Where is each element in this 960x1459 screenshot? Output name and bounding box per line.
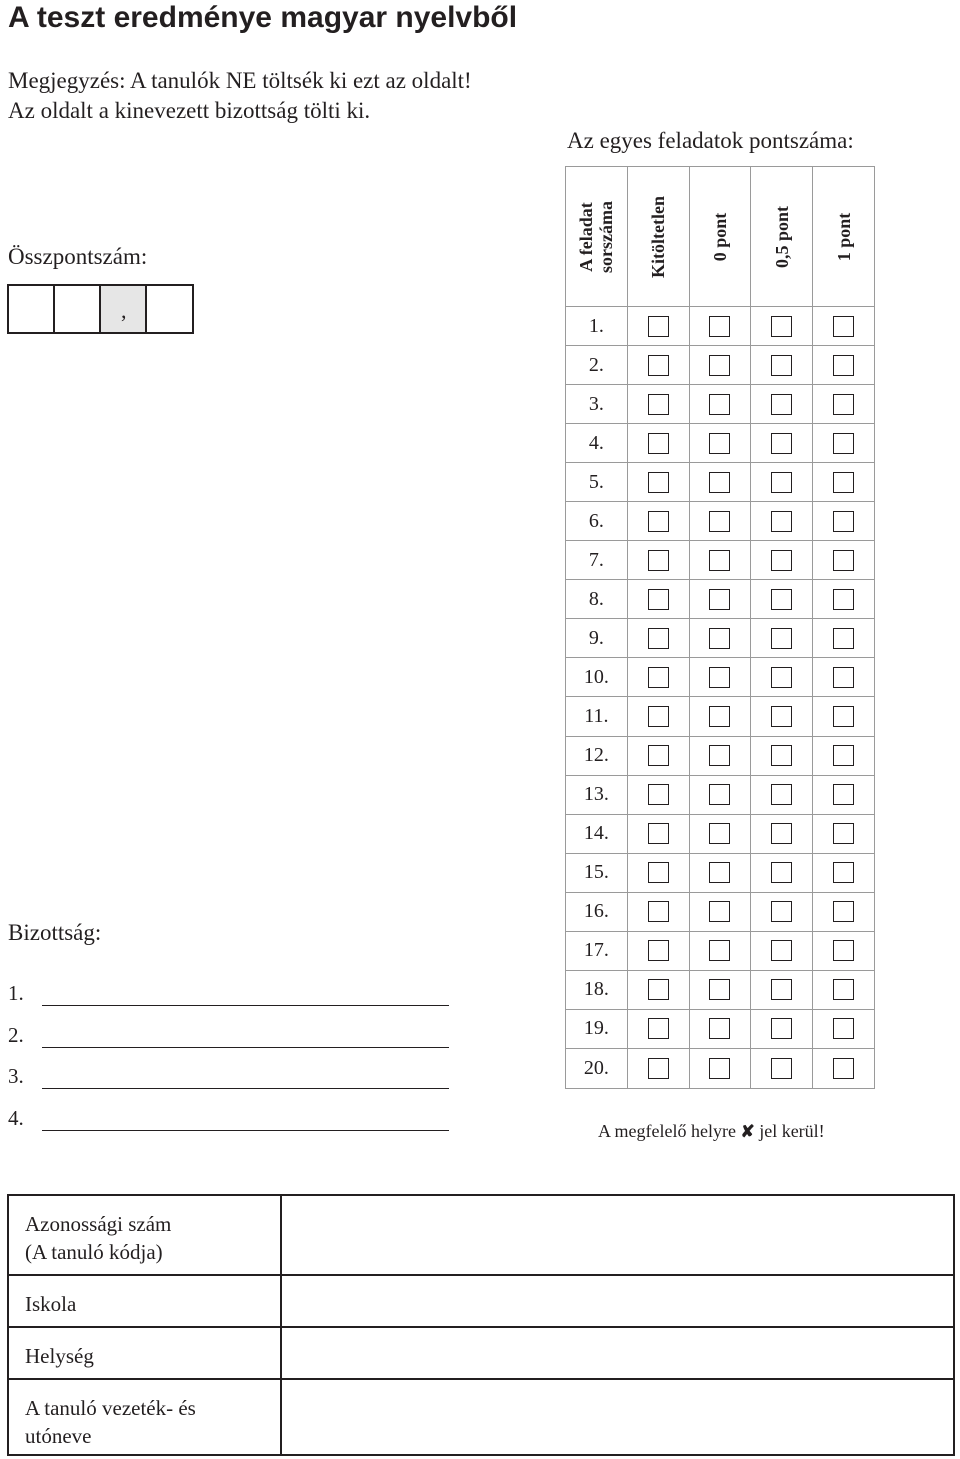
id-value-field[interactable] bbox=[282, 1380, 953, 1454]
checkbox-cell-zero bbox=[690, 1010, 752, 1048]
checkbox-one[interactable] bbox=[833, 1058, 854, 1079]
checkbox-zero[interactable] bbox=[709, 472, 730, 493]
checkbox-half[interactable] bbox=[771, 433, 792, 454]
checkbox-zero[interactable] bbox=[709, 784, 730, 805]
checkbox-cell-half bbox=[751, 815, 813, 853]
footnote-before: A megfelelő helyre bbox=[598, 1121, 736, 1141]
score-row bbox=[566, 893, 874, 932]
task-number-cell bbox=[566, 580, 628, 618]
checkbox-half[interactable] bbox=[771, 940, 792, 961]
checkbox-cell-zero bbox=[690, 971, 752, 1009]
checkbox-cell-zero bbox=[690, 697, 752, 735]
task-number-cell bbox=[566, 463, 628, 501]
checkbox-blank[interactable] bbox=[648, 1058, 669, 1079]
checkbox-cell-blank bbox=[628, 893, 690, 931]
checkbox-zero[interactable] bbox=[709, 940, 730, 961]
checkbox-one[interactable] bbox=[833, 589, 854, 610]
score-row bbox=[566, 658, 874, 697]
checkbox-cell-half bbox=[751, 658, 813, 696]
task-number: 15. bbox=[583, 861, 609, 884]
checkbox-cell-half bbox=[751, 619, 813, 657]
checkbox-blank[interactable] bbox=[648, 823, 669, 844]
checkbox-zero[interactable] bbox=[709, 706, 730, 727]
score-table bbox=[565, 166, 875, 1089]
task-number-cell bbox=[566, 424, 628, 462]
checkbox-zero[interactable] bbox=[709, 667, 730, 688]
checkbox-cell-blank bbox=[628, 971, 690, 1009]
score-rows bbox=[566, 307, 874, 1088]
checkbox-cell-zero bbox=[690, 307, 752, 345]
checkbox-blank[interactable] bbox=[648, 472, 669, 493]
score-row bbox=[566, 424, 874, 463]
task-number: 6. bbox=[588, 509, 604, 532]
checkbox-one[interactable] bbox=[833, 550, 854, 571]
checkbox-half[interactable] bbox=[771, 979, 792, 1000]
task-number: 18. bbox=[583, 978, 609, 1001]
checkbox-cell-zero bbox=[690, 580, 752, 618]
note bbox=[8, 66, 472, 126]
checkbox-cell-one bbox=[813, 893, 874, 931]
identification-table bbox=[7, 1194, 955, 1456]
task-number: 10. bbox=[583, 665, 609, 688]
checkbox-half[interactable] bbox=[771, 316, 792, 337]
header-half: 0,5 pont bbox=[751, 167, 813, 306]
checkbox-blank[interactable] bbox=[648, 667, 669, 688]
score-row bbox=[566, 971, 874, 1010]
checkbox-cell-one bbox=[813, 619, 874, 657]
total-comma-cell bbox=[101, 286, 147, 332]
checkbox-cell-blank bbox=[628, 463, 690, 501]
committee-member-3 bbox=[8, 1063, 449, 1089]
checkbox-zero[interactable] bbox=[709, 394, 730, 415]
member-number: 1. bbox=[8, 981, 24, 1005]
checkbox-zero[interactable] bbox=[709, 823, 730, 844]
checkbox-cell-one bbox=[813, 932, 874, 970]
header-task-line-2: sorszáma bbox=[596, 200, 617, 273]
checkbox-one[interactable] bbox=[833, 511, 854, 532]
signature-line[interactable] bbox=[42, 1110, 449, 1131]
score-row bbox=[566, 619, 874, 658]
checkbox-cell-blank bbox=[628, 697, 690, 735]
checkbox-zero[interactable] bbox=[709, 745, 730, 766]
note-line-1: Megjegyzés: A tanulók NE töltsék ki ezt az oldalt! bbox=[8, 68, 472, 93]
checkbox-cell-one bbox=[813, 697, 874, 735]
checkbox-cell-blank bbox=[628, 932, 690, 970]
task-number-cell bbox=[566, 854, 628, 892]
checkbox-one[interactable] bbox=[833, 355, 854, 376]
checkbox-blank[interactable] bbox=[648, 1018, 669, 1039]
checkbox-zero[interactable] bbox=[709, 1058, 730, 1079]
signature-line[interactable] bbox=[42, 1027, 449, 1048]
footnote bbox=[598, 1120, 825, 1143]
id-label bbox=[9, 1380, 282, 1454]
checkbox-cell-one bbox=[813, 307, 874, 345]
checkbox-cell-blank bbox=[628, 385, 690, 423]
task-number-cell bbox=[566, 932, 628, 970]
total-score-label: Összpontszám: bbox=[8, 244, 148, 269]
total-score-boxes bbox=[7, 284, 194, 334]
checkbox-one[interactable] bbox=[833, 394, 854, 415]
checkbox-cell-half bbox=[751, 1010, 813, 1048]
score-row bbox=[566, 815, 874, 854]
checkbox-cell-zero bbox=[690, 463, 752, 501]
checkbox-half[interactable] bbox=[771, 823, 792, 844]
id-label-line-1: Iskola bbox=[25, 1292, 77, 1316]
checkbox-half[interactable] bbox=[771, 745, 792, 766]
checkbox-half[interactable] bbox=[771, 550, 792, 571]
checkbox-one[interactable] bbox=[833, 940, 854, 961]
task-number-cell bbox=[566, 697, 628, 735]
checkbox-cell-zero bbox=[690, 815, 752, 853]
checkbox-cell-half bbox=[751, 932, 813, 970]
task-number: 5. bbox=[588, 470, 604, 493]
checkbox-cell-blank bbox=[628, 854, 690, 892]
checkbox-half[interactable] bbox=[771, 706, 792, 727]
checkbox-blank[interactable] bbox=[648, 706, 669, 727]
checkbox-one[interactable] bbox=[833, 433, 854, 454]
committee-label: Bizottság: bbox=[8, 920, 102, 945]
task-number-cell bbox=[566, 737, 628, 775]
checkbox-half[interactable] bbox=[771, 511, 792, 532]
task-number-cell bbox=[566, 776, 628, 814]
checkbox-cell-blank bbox=[628, 346, 690, 384]
checkbox-zero[interactable] bbox=[709, 862, 730, 883]
score-row bbox=[566, 502, 874, 541]
checkbox-cell-one bbox=[813, 854, 874, 892]
id-row-name bbox=[9, 1380, 953, 1454]
task-number-cell bbox=[566, 1049, 628, 1088]
checkbox-cell-blank bbox=[628, 619, 690, 657]
score-row bbox=[566, 1049, 874, 1088]
checkbox-one[interactable] bbox=[833, 316, 854, 337]
task-number: 9. bbox=[588, 626, 604, 649]
id-row-school bbox=[9, 1276, 953, 1328]
checkbox-cell-one bbox=[813, 541, 874, 579]
checkbox-cell-zero bbox=[690, 854, 752, 892]
task-number-cell bbox=[566, 658, 628, 696]
committee-member-1 bbox=[8, 980, 449, 1006]
checkbox-cell-blank bbox=[628, 658, 690, 696]
checkbox-cell-zero bbox=[690, 1049, 752, 1088]
id-label bbox=[9, 1328, 282, 1378]
task-number: 19. bbox=[583, 1017, 609, 1040]
checkbox-cell-blank bbox=[628, 737, 690, 775]
task-number: 11. bbox=[584, 704, 609, 727]
checkbox-cell-one bbox=[813, 385, 874, 423]
checkbox-blank[interactable] bbox=[648, 589, 669, 610]
checkbox-blank[interactable] bbox=[648, 784, 669, 805]
checkbox-cell-half bbox=[751, 697, 813, 735]
checkbox-cell-blank bbox=[628, 580, 690, 618]
checkbox-half[interactable] bbox=[771, 862, 792, 883]
checkbox-one[interactable] bbox=[833, 1018, 854, 1039]
task-number-cell bbox=[566, 541, 628, 579]
checkbox-one[interactable] bbox=[833, 862, 854, 883]
checkbox-cell-half bbox=[751, 463, 813, 501]
checkbox-zero[interactable] bbox=[709, 511, 730, 532]
checkbox-cell-half bbox=[751, 1049, 813, 1088]
checkbox-cell-half bbox=[751, 580, 813, 618]
task-number: 12. bbox=[583, 744, 609, 767]
id-label bbox=[9, 1276, 282, 1326]
checkbox-cell-one bbox=[813, 463, 874, 501]
header-task-line-1: A feladat bbox=[576, 201, 597, 272]
checkbox-one[interactable] bbox=[833, 472, 854, 493]
id-label bbox=[9, 1196, 282, 1274]
checkbox-cell-half bbox=[751, 424, 813, 462]
checkbox-half[interactable] bbox=[771, 472, 792, 493]
checkbox-cell-zero bbox=[690, 893, 752, 931]
score-row bbox=[566, 463, 874, 502]
checkbox-one[interactable] bbox=[833, 667, 854, 688]
checkbox-cell-blank bbox=[628, 307, 690, 345]
checkbox-cell-half bbox=[751, 346, 813, 384]
score-row bbox=[566, 385, 874, 424]
task-number-cell bbox=[566, 815, 628, 853]
signature-line[interactable] bbox=[42, 1068, 449, 1089]
checkbox-zero[interactable] bbox=[709, 433, 730, 454]
task-number-cell bbox=[566, 502, 628, 540]
checkbox-cell-zero bbox=[690, 658, 752, 696]
checkbox-half[interactable] bbox=[771, 589, 792, 610]
signature-line[interactable] bbox=[42, 985, 449, 1006]
total-digit-1[interactable] bbox=[9, 286, 55, 332]
task-number: 8. bbox=[588, 587, 604, 610]
task-number: 20. bbox=[583, 1056, 609, 1079]
checkbox-cell-half bbox=[751, 971, 813, 1009]
score-row bbox=[566, 307, 874, 346]
checkbox-one[interactable] bbox=[833, 823, 854, 844]
task-number: 2. bbox=[588, 353, 604, 376]
id-value-field[interactable] bbox=[282, 1276, 953, 1326]
checkbox-cell-zero bbox=[690, 932, 752, 970]
checkbox-half[interactable] bbox=[771, 667, 792, 688]
checkbox-blank[interactable] bbox=[648, 979, 669, 1000]
checkbox-one[interactable] bbox=[833, 901, 854, 922]
checkbox-cell-half bbox=[751, 854, 813, 892]
id-label-line-1: Helység bbox=[25, 1344, 94, 1368]
checkbox-cell-one bbox=[813, 346, 874, 384]
checkbox-cell-zero bbox=[690, 385, 752, 423]
checkbox-cell-zero bbox=[690, 346, 752, 384]
header-zero: 0 pont bbox=[690, 167, 752, 306]
checkbox-cell-blank bbox=[628, 541, 690, 579]
checkbox-cell-one bbox=[813, 737, 874, 775]
checkbox-cell-half bbox=[751, 776, 813, 814]
checkbox-blank[interactable] bbox=[648, 628, 669, 649]
comma: , bbox=[121, 298, 127, 323]
score-row bbox=[566, 1010, 874, 1049]
checkbox-cell-half bbox=[751, 737, 813, 775]
task-number-cell bbox=[566, 307, 628, 345]
member-number: 3. bbox=[8, 1064, 24, 1088]
checkbox-one[interactable] bbox=[833, 628, 854, 649]
score-row bbox=[566, 346, 874, 385]
checkbox-half[interactable] bbox=[771, 784, 792, 805]
checkbox-cell-one bbox=[813, 580, 874, 618]
x-mark-icon: ✘ bbox=[740, 1122, 755, 1141]
checkbox-blank[interactable] bbox=[648, 901, 669, 922]
checkbox-cell-zero bbox=[690, 737, 752, 775]
checkbox-blank[interactable] bbox=[648, 394, 669, 415]
checkbox-cell-zero bbox=[690, 619, 752, 657]
id-label-line-1: Azonossági szám bbox=[25, 1212, 172, 1236]
checkbox-half[interactable] bbox=[771, 628, 792, 649]
checkbox-cell-blank bbox=[628, 815, 690, 853]
task-number-cell bbox=[566, 971, 628, 1009]
header-one: 1 pont bbox=[833, 212, 854, 261]
checkbox-zero[interactable] bbox=[709, 901, 730, 922]
task-number: 7. bbox=[588, 548, 604, 571]
checkbox-cell-half bbox=[751, 541, 813, 579]
footnote-after: jel kerül! bbox=[759, 1121, 825, 1141]
task-number: 13. bbox=[583, 783, 609, 806]
score-row bbox=[566, 854, 874, 893]
score-row bbox=[566, 541, 874, 580]
checkbox-blank[interactable] bbox=[648, 940, 669, 961]
id-label-line-2: utóneve bbox=[25, 1424, 92, 1448]
checkbox-blank[interactable] bbox=[648, 745, 669, 766]
checkbox-blank[interactable] bbox=[648, 316, 669, 337]
checkbox-cell-zero bbox=[690, 424, 752, 462]
note-line-2: Az oldalt a kinevezett bizottság tölti ki. bbox=[8, 98, 371, 123]
checkbox-blank[interactable] bbox=[648, 511, 669, 532]
checkbox-blank[interactable] bbox=[648, 862, 669, 883]
score-table-header bbox=[566, 167, 874, 307]
id-value-field[interactable] bbox=[282, 1328, 953, 1378]
checkbox-half[interactable] bbox=[771, 901, 792, 922]
checkbox-cell-one bbox=[813, 1049, 874, 1088]
checkbox-cell-half bbox=[751, 502, 813, 540]
checkbox-cell-blank bbox=[628, 1049, 690, 1088]
checkbox-cell-blank bbox=[628, 502, 690, 540]
committee-member-2 bbox=[8, 1022, 449, 1048]
checkbox-zero[interactable] bbox=[709, 589, 730, 610]
header-blank: Kitöltetlen bbox=[628, 167, 690, 306]
scores-caption: Az egyes feladatok pontszáma: bbox=[567, 128, 854, 153]
checkbox-cell-one bbox=[813, 815, 874, 853]
checkbox-cell-one bbox=[813, 658, 874, 696]
page-title: A teszt eredménye magyar nyelvből bbox=[8, 1, 518, 34]
checkbox-cell-one bbox=[813, 424, 874, 462]
task-number: 17. bbox=[583, 939, 609, 962]
id-label-line-1: A tanuló vezeték- és bbox=[25, 1396, 196, 1420]
task-number-cell bbox=[566, 385, 628, 423]
score-row bbox=[566, 697, 874, 736]
total-digit-2[interactable] bbox=[55, 286, 101, 332]
checkbox-cell-one bbox=[813, 502, 874, 540]
checkbox-half[interactable] bbox=[771, 1058, 792, 1079]
score-row bbox=[566, 580, 874, 619]
checkbox-half[interactable] bbox=[771, 1018, 792, 1039]
checkbox-cell-one bbox=[813, 776, 874, 814]
task-number: 3. bbox=[588, 392, 604, 415]
id-row-code bbox=[9, 1196, 953, 1276]
checkbox-cell-zero bbox=[690, 541, 752, 579]
checkbox-cell-half bbox=[751, 307, 813, 345]
task-number: 16. bbox=[583, 900, 609, 923]
score-row bbox=[566, 737, 874, 776]
checkbox-zero[interactable] bbox=[709, 979, 730, 1000]
checkbox-cell-zero bbox=[690, 502, 752, 540]
member-number: 4. bbox=[8, 1106, 24, 1130]
task-number: 4. bbox=[588, 431, 604, 454]
task-number-cell bbox=[566, 1010, 628, 1048]
checkbox-zero[interactable] bbox=[709, 1018, 730, 1039]
checkbox-cell-half bbox=[751, 385, 813, 423]
checkbox-blank[interactable] bbox=[648, 433, 669, 454]
task-number: 14. bbox=[583, 822, 609, 845]
task-number-cell bbox=[566, 619, 628, 657]
checkbox-blank[interactable] bbox=[648, 550, 669, 571]
checkbox-zero[interactable] bbox=[709, 355, 730, 376]
score-row bbox=[566, 932, 874, 971]
checkbox-half[interactable] bbox=[771, 394, 792, 415]
checkbox-cell-blank bbox=[628, 1010, 690, 1048]
checkbox-zero[interactable] bbox=[709, 628, 730, 649]
id-row-city bbox=[9, 1328, 953, 1380]
member-number: 2. bbox=[8, 1023, 24, 1047]
checkbox-one[interactable] bbox=[833, 745, 854, 766]
header-task-number bbox=[566, 167, 628, 306]
checkbox-zero[interactable] bbox=[709, 316, 730, 337]
checkbox-one[interactable] bbox=[833, 706, 854, 727]
id-label-line-2: (A tanuló kódja) bbox=[25, 1240, 163, 1264]
committee-member-4 bbox=[8, 1105, 449, 1131]
checkbox-cell-half bbox=[751, 893, 813, 931]
checkbox-half[interactable] bbox=[771, 355, 792, 376]
score-row bbox=[566, 776, 874, 815]
checkbox-zero[interactable] bbox=[709, 550, 730, 571]
checkbox-cell-blank bbox=[628, 424, 690, 462]
checkbox-cell-one bbox=[813, 971, 874, 1009]
task-number-cell bbox=[566, 893, 628, 931]
checkbox-blank[interactable] bbox=[648, 355, 669, 376]
checkbox-one[interactable] bbox=[833, 784, 854, 805]
checkbox-cell-one bbox=[813, 1010, 874, 1048]
checkbox-one[interactable] bbox=[833, 979, 854, 1000]
total-decimal[interactable] bbox=[147, 286, 192, 332]
checkbox-cell-blank bbox=[628, 776, 690, 814]
id-value-field[interactable] bbox=[282, 1196, 953, 1274]
task-number-cell bbox=[566, 346, 628, 384]
checkbox-cell-zero bbox=[690, 776, 752, 814]
task-number: 1. bbox=[588, 314, 604, 337]
